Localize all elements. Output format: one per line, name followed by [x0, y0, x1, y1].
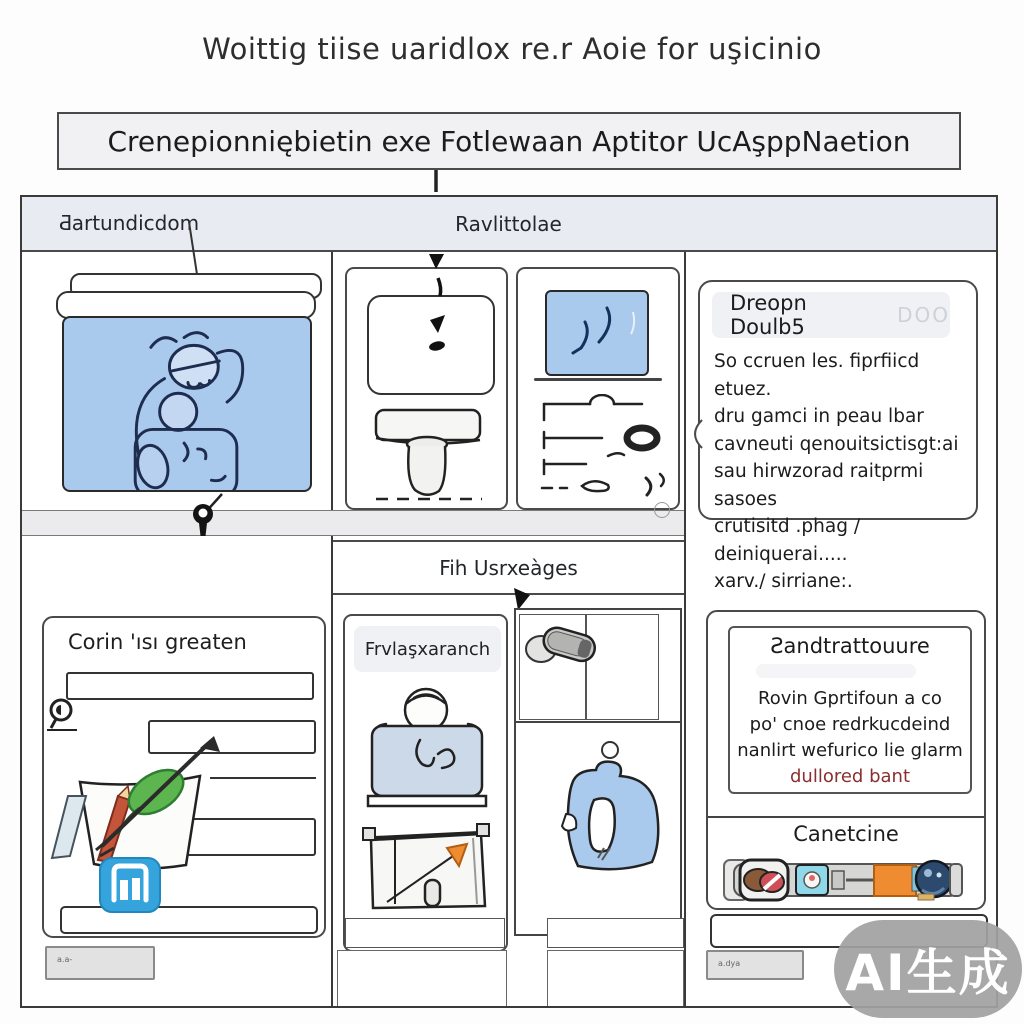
features-line: nanlirt wefurico lie glarm [737, 740, 963, 761]
detail-hr [516, 721, 680, 723]
page-title: Woittig tiise uaridlox re.r Aoie for uşicinio [202, 32, 822, 66]
page-dot [654, 502, 670, 518]
features-subbar [756, 664, 916, 678]
pencil-cup-illustration [44, 690, 224, 875]
watermark-text: AI生成 [845, 944, 1011, 1002]
mid-band-right [547, 918, 684, 948]
column-divider [684, 195, 686, 1008]
form-submit-label: a.a- [57, 955, 73, 964]
features-line: po' cnoe redrkucdeind [749, 714, 951, 735]
stamp-illustration [370, 400, 492, 505]
laptop-card [516, 267, 680, 510]
col1-header: Ƌartundicdom [58, 211, 200, 235]
row-divider-band [22, 510, 684, 536]
doubts-badge: DOO [897, 303, 950, 327]
doubts-title: Dreopn Doulb5 [730, 291, 807, 339]
window-titlebar [56, 291, 316, 319]
profile-title [354, 626, 501, 672]
watermark-badge [834, 920, 1022, 1018]
row2-header-label: Fih Usrxeàges [439, 555, 578, 580]
laptop-base [534, 378, 662, 381]
col2-header: Ravlittolae [455, 211, 562, 236]
form-line [210, 777, 316, 779]
col3-header [686, 197, 996, 250]
laptop-screen [545, 290, 649, 376]
doubts-line: crutisitd .phag / deiniquerai..... [714, 516, 861, 565]
banner-label: Crenepionniębietin exe Fotlewaan Aptitor UcAşppNaetion [107, 124, 911, 158]
person-at-laptop-illustration [362, 684, 492, 812]
doubts-header [712, 292, 950, 338]
screen-squiggles-illustration [547, 292, 647, 374]
mid-open-box [337, 950, 507, 1006]
banner [57, 112, 961, 170]
features-line: Rovin Gprtifoun a co [758, 688, 942, 709]
features-button[interactable] [706, 950, 804, 980]
window-content [62, 316, 312, 492]
mid-open-box [547, 950, 684, 1006]
form-title: Corin 'ısı greaten [68, 630, 247, 654]
features-hr [708, 816, 984, 818]
features-text [734, 686, 966, 790]
blob-person-illustration [538, 738, 670, 890]
profile-title-label: Frvlaşxaranch [364, 638, 491, 660]
toolbar-label [706, 820, 986, 848]
doubts-line: cavneuti qenouitsictisgt:ai [714, 433, 959, 455]
flow-arrow-icon [424, 168, 456, 366]
profile-card [343, 614, 508, 952]
doubts-line: So ccruen les. fiprfiicd etuez. [714, 351, 920, 400]
pin-icon [190, 502, 216, 540]
house-illustration [361, 818, 493, 914]
toolbar-label-text: Canetcine [793, 822, 899, 846]
people-doodle-illustration [64, 318, 310, 490]
doubts-line: dru gamci in peau lbar [714, 406, 924, 427]
list-sketch-illustration [538, 394, 670, 498]
features-highlight: dullored bant [790, 766, 910, 787]
doubts-text [714, 348, 966, 596]
mid-band-left [345, 918, 505, 948]
bubble-tail [688, 418, 704, 450]
features-title: Ƨandtrattouure [770, 634, 930, 658]
doubts-line: xarv./ sirriane:. [714, 571, 853, 592]
form-submit-button[interactable] [45, 946, 155, 980]
toolbar-slider[interactable] [722, 852, 964, 904]
app-icon[interactable] [98, 856, 162, 914]
stapler-illustration [523, 617, 603, 675]
features-button-label: a.dya [718, 959, 741, 968]
detail-card [514, 608, 682, 936]
column-divider [331, 195, 333, 1008]
doubts-line: sau hirwzorad raitprmi sasoes [714, 461, 924, 510]
